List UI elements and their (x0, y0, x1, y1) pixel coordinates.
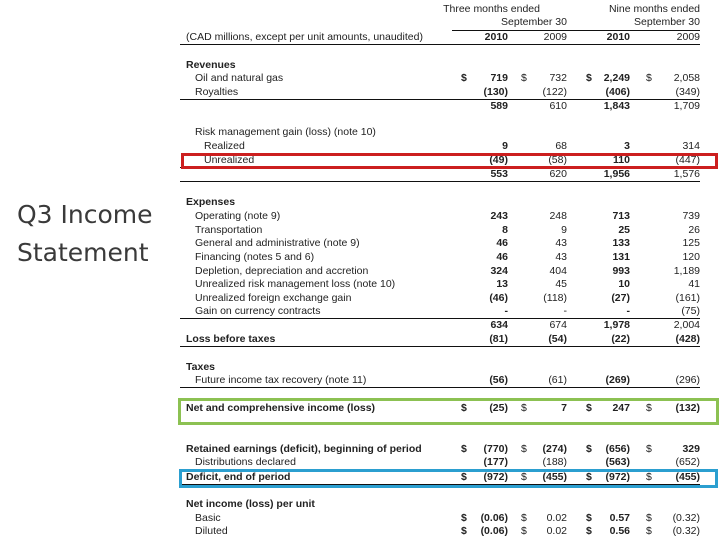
header-year-q-2010: 2010 (484, 31, 508, 43)
row-value: (447) (675, 154, 700, 166)
row-value: (132) (675, 402, 700, 414)
row-value: 634 (490, 319, 508, 331)
currency-symbol: $ (461, 525, 467, 537)
row-value: 10 (618, 278, 630, 290)
row-value: - (626, 305, 630, 317)
row-value: 3 (624, 140, 630, 152)
row-value: (122) (542, 86, 567, 98)
currency-symbol: $ (646, 443, 652, 455)
row-label: Loss before taxes (186, 333, 276, 345)
row-value: 1,956 (603, 168, 630, 180)
row-value: 131 (612, 251, 630, 263)
row-label: Revenues (186, 59, 236, 71)
row-label: Risk management gain (loss) (note 10) (195, 126, 376, 138)
row-value: 732 (549, 72, 567, 84)
row-value: (656) (605, 443, 630, 455)
row-value: 739 (682, 210, 700, 222)
row-value: 9 (502, 140, 508, 152)
row-value: 0.02 (546, 525, 567, 537)
row-value: 0.56 (609, 525, 630, 537)
row-value: 125 (682, 237, 700, 249)
row-value: (27) (611, 292, 630, 304)
row-value: (58) (548, 154, 567, 166)
row-value: (188) (542, 456, 567, 468)
header-units: (CAD millions, except per unit amounts, unaudited) (186, 31, 423, 43)
highlight-box-unrealized (181, 153, 718, 169)
row-value: 43 (555, 237, 567, 249)
row-label: Taxes (186, 361, 215, 373)
row-label: Operating (note 9) (195, 210, 281, 222)
row-value: 674 (549, 319, 567, 331)
row-value: 46 (496, 237, 508, 249)
currency-symbol: $ (461, 72, 467, 84)
highlight-box-net-income (178, 398, 719, 425)
rule-line (180, 99, 700, 100)
row-label: Distributions declared (195, 456, 296, 468)
row-value: (130) (483, 86, 508, 98)
header-year-q-2009: 2009 (543, 31, 567, 43)
currency-symbol: $ (646, 525, 652, 537)
row-value: 324 (490, 265, 508, 277)
currency-symbol: $ (521, 402, 527, 414)
currency-symbol: $ (586, 443, 592, 455)
row-value: (177) (483, 456, 508, 468)
row-value: (652) (675, 456, 700, 468)
row-value: - (563, 305, 567, 317)
row-value: (349) (675, 86, 700, 98)
row-value: (54) (548, 333, 567, 345)
row-label: Expenses (186, 196, 236, 208)
row-value: 1,576 (673, 168, 700, 180)
row-value: (81) (489, 333, 508, 345)
row-label: Diluted (195, 525, 228, 537)
currency-symbol: $ (586, 471, 592, 483)
row-value: 248 (549, 210, 567, 222)
row-value: (0.32) (672, 512, 700, 524)
row-value: 243 (490, 210, 508, 222)
row-label: Net income (loss) per unit (186, 498, 315, 510)
row-value: 1,843 (603, 100, 630, 112)
currency-symbol: $ (461, 402, 467, 414)
slide-title-line1: Q3 Income (17, 200, 153, 229)
row-value: 404 (549, 265, 567, 277)
row-value: 620 (549, 168, 567, 180)
row-value: (770) (483, 443, 508, 455)
row-value: 1,189 (673, 265, 700, 277)
row-label: Unrealized foreign exchange gain (195, 292, 352, 304)
row-value: (61) (548, 374, 567, 386)
currency-symbol: $ (521, 72, 527, 84)
row-value: - (504, 305, 508, 317)
currency-symbol: $ (461, 471, 467, 483)
row-label: Unrealized risk management loss (note 10) (195, 278, 396, 290)
row-value: 26 (688, 224, 700, 236)
row-value: 43 (555, 251, 567, 263)
row-value: 46 (496, 251, 508, 263)
row-label: Royalties (195, 86, 239, 98)
row-value: 133 (612, 237, 630, 249)
row-value: (563) (605, 456, 630, 468)
row-value: (406) (605, 86, 630, 98)
row-value: (25) (489, 402, 508, 414)
row-value: (161) (675, 292, 700, 304)
row-value: 993 (612, 265, 630, 277)
row-value: 68 (555, 140, 567, 152)
row-value: (0.06) (480, 512, 508, 524)
row-value: 2,249 (603, 72, 630, 84)
currency-symbol: $ (646, 512, 652, 524)
highlight-box-deficit (179, 469, 718, 488)
row-value: 247 (612, 402, 630, 414)
row-value: (0.32) (672, 525, 700, 537)
currency-symbol: $ (521, 512, 527, 524)
header-nine-months-1: Nine months ended (608, 3, 700, 15)
row-value: (455) (542, 471, 567, 483)
row-value: (118) (543, 292, 567, 304)
row-value: 553 (490, 168, 508, 180)
rule-line (180, 44, 700, 45)
rule-line (180, 346, 700, 347)
currency-symbol: $ (521, 443, 527, 455)
row-label: Gain on currency contracts (195, 305, 321, 317)
currency-symbol: $ (646, 471, 652, 483)
row-value: (56) (489, 374, 508, 386)
row-value: (296) (675, 374, 700, 386)
row-value: (46) (489, 292, 508, 304)
currency-symbol: $ (461, 512, 467, 524)
row-value: 7 (561, 402, 567, 414)
currency-symbol: $ (586, 402, 592, 414)
row-label: Depletion, depreciation and accretion (195, 265, 369, 277)
row-value: (22) (611, 333, 630, 345)
row-value: 713 (612, 210, 630, 222)
row-label: Financing (notes 5 and 6) (195, 251, 315, 263)
rule-line (180, 318, 700, 319)
row-value: 719 (490, 72, 508, 84)
header-nine-months-2: September 30 (634, 16, 700, 28)
row-label: Net and comprehensive income (loss) (186, 402, 376, 414)
row-value: 1,709 (673, 100, 700, 112)
header-year-ytd-2010: 2010 (606, 31, 630, 43)
row-label: Basic (195, 512, 221, 524)
row-value: 110 (613, 154, 630, 166)
currency-symbol: $ (521, 525, 527, 537)
row-value: (49) (489, 154, 508, 166)
rule-line (180, 387, 700, 388)
currency-symbol: $ (586, 72, 592, 84)
row-value: 2,058 (673, 72, 700, 84)
row-label: Future income tax recovery (note 11) (195, 374, 367, 386)
row-label: General and administrative (note 9) (195, 237, 360, 249)
row-value: (75) (681, 305, 700, 317)
row-value: 13 (496, 278, 508, 290)
slide-title (17, 196, 153, 272)
slide-title-line2: Statement (17, 238, 149, 267)
currency-symbol: $ (646, 72, 652, 84)
row-label: Unrealized (204, 154, 255, 166)
row-value: (274) (542, 443, 567, 455)
row-value: 0.57 (609, 512, 630, 524)
row-value: 120 (682, 251, 700, 263)
currency-symbol: $ (586, 512, 592, 524)
currency-symbol: $ (646, 402, 652, 414)
row-label: Transportation (195, 224, 263, 236)
header-three-months-1: Three months ended (443, 3, 540, 15)
row-label: Deficit, end of period (186, 471, 291, 483)
row-value: 0.02 (546, 512, 567, 524)
row-value: 8 (502, 224, 508, 236)
row-value: 314 (682, 140, 700, 152)
header-year-ytd-2009: 2009 (676, 31, 700, 43)
rule-line (180, 181, 700, 182)
row-value: 9 (561, 224, 567, 236)
row-value: (269) (605, 374, 630, 386)
row-value: (972) (483, 471, 508, 483)
rule-line (452, 30, 700, 31)
header-three-months-2: September 30 (501, 16, 567, 28)
row-value: (0.06) (480, 525, 508, 537)
row-value: (972) (605, 471, 630, 483)
row-value: 610 (549, 100, 567, 112)
row-value: (428) (675, 333, 700, 345)
row-value: 45 (555, 278, 567, 290)
row-value: 329 (682, 443, 700, 455)
row-value: 1,978 (603, 319, 630, 331)
row-label: Oil and natural gas (195, 72, 284, 84)
currency-symbol: $ (521, 471, 527, 483)
row-label: Retained earnings (deficit), beginning of period (186, 443, 422, 455)
row-label: Realized (204, 140, 245, 152)
row-value: 25 (618, 224, 630, 236)
row-value: 2,004 (673, 319, 700, 331)
currency-symbol: $ (461, 443, 467, 455)
currency-symbol: $ (586, 525, 592, 537)
row-value: 41 (688, 278, 700, 290)
row-value: 589 (490, 100, 508, 112)
row-value: (455) (675, 471, 700, 483)
